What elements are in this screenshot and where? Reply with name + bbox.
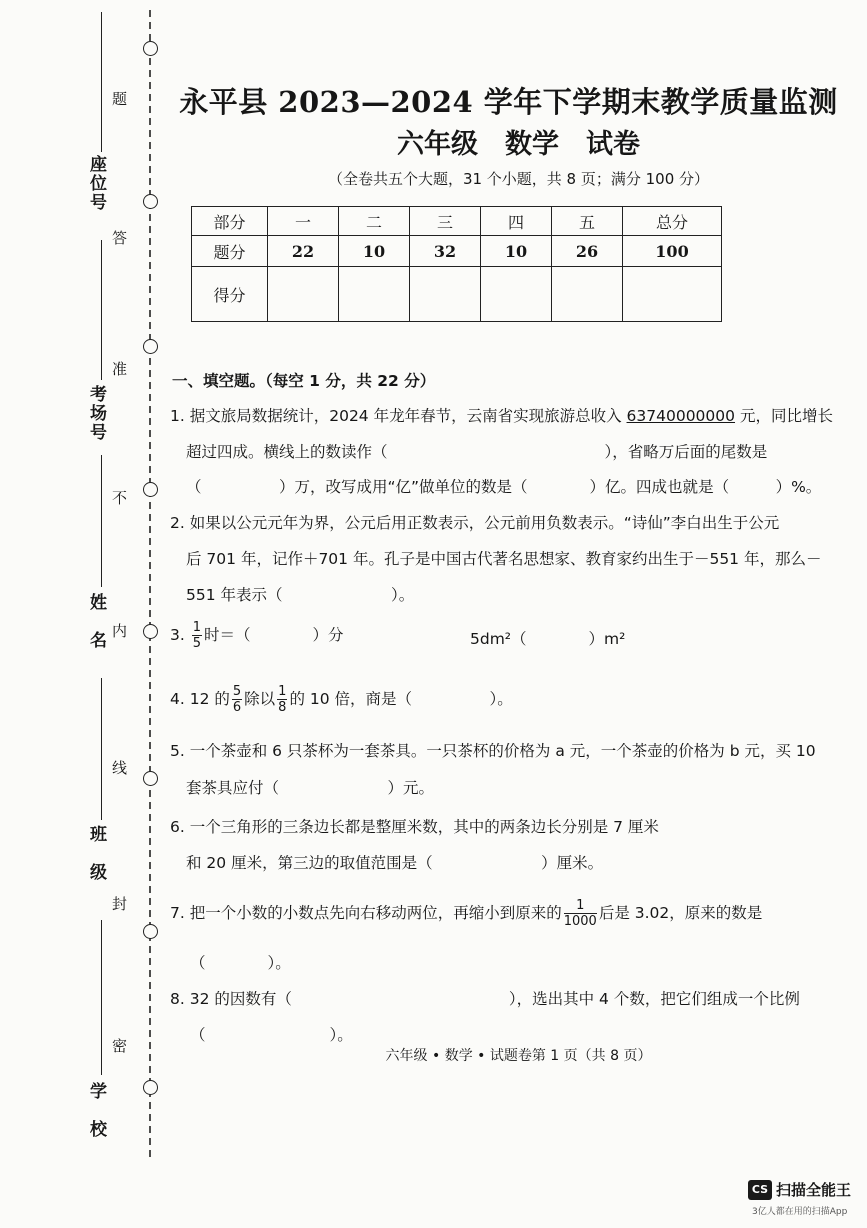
- question-1-line-3: （ ）万，改写成用“亿”做单位的数是（ ）亿。四成也就是（ ）%。: [186, 478, 822, 496]
- question-2-line-3: 551 年表示（ ）。: [186, 586, 415, 604]
- binding-hole: [143, 41, 158, 56]
- scanner-logo-icon: CS: [748, 1180, 772, 1200]
- seal-char: 不: [112, 489, 128, 507]
- part-cell: 二: [339, 207, 410, 236]
- school-label: 学 校: [86, 1082, 106, 1139]
- seal-char: 内: [112, 622, 128, 640]
- question-3-part-b: 5dm²（ ）m²: [470, 630, 626, 648]
- school-line[interactable]: [101, 920, 102, 1075]
- binding-hole: [143, 194, 158, 209]
- points-cell: 10: [339, 236, 410, 267]
- page-footer: 六年级 • 数学 • 试题卷第 1 页（共 8 页）: [385, 1048, 652, 1064]
- question-number: 3.: [170, 626, 190, 644]
- score-entry-cell[interactable]: [481, 267, 552, 322]
- binding-hole: [143, 624, 158, 639]
- cut-line: [145, 10, 157, 1160]
- numerator: 5: [232, 684, 242, 699]
- question-text: 后是 3.02，原来的数是: [598, 904, 763, 922]
- part-cell: 四: [481, 207, 552, 236]
- question-8-line-2: （ ）。: [190, 1026, 353, 1044]
- part-cell: 三: [410, 207, 481, 236]
- table-row: [192, 236, 722, 267]
- question-text: 4. 12 的: [170, 690, 230, 708]
- question-5-line-2: 套茶具应付（ ）元。: [186, 779, 435, 797]
- score-entry-cell[interactable]: [339, 267, 410, 322]
- name-line[interactable]: [101, 455, 102, 587]
- seal-char: 线: [112, 759, 128, 777]
- question-4: [170, 684, 513, 715]
- fraction: [232, 684, 242, 715]
- question-text: 时＝（ ）分: [204, 626, 344, 644]
- fraction: [192, 620, 202, 651]
- class-line[interactable]: [101, 678, 102, 820]
- score-table: [191, 206, 722, 322]
- seat-number-line[interactable]: [101, 12, 102, 152]
- seal-char: 题: [112, 90, 128, 108]
- points-cell: 26: [552, 236, 623, 267]
- question-text: 1. 据文旅局数据统计，2024 年龙年春节，云南省实现旅游总收入: [170, 407, 627, 425]
- part-cell: 五: [552, 207, 623, 236]
- question-text: 的 10 倍，商是（ ）。: [289, 690, 513, 708]
- score-entry-cell[interactable]: [410, 267, 481, 322]
- question-7-line-1: [170, 898, 762, 929]
- table-row: [192, 267, 722, 322]
- seal-char: 封: [112, 895, 128, 913]
- part-cell: 一: [268, 207, 339, 236]
- denominator: 6: [232, 700, 242, 715]
- question-6-line-2: 和 20 厘米，第三边的取值范围是（ ）厘米。: [186, 854, 604, 872]
- name-label: 姓 名: [86, 593, 106, 650]
- row-label: 部分: [192, 207, 268, 236]
- question-2-line-2: 后 701 年，记作＋701 年。孔子是中国古代著名思想家、教育家约出生于－551 年，那么－: [186, 550, 822, 568]
- question-1-line-2: 超过四成。横线上的数读作（ ），省略万后面的尾数是: [186, 443, 768, 461]
- seat-number-label: 座位号: [86, 155, 106, 212]
- score-entry-cell[interactable]: [552, 267, 623, 322]
- binding-hole: [143, 339, 158, 354]
- score-entry-cell[interactable]: [623, 267, 722, 322]
- exam-title: 永平县 2023—2024 学年下学期末教学质量监测: [179, 85, 838, 119]
- underlined-number: 63740000000: [626, 407, 736, 425]
- seal-char: 答: [112, 229, 128, 247]
- fraction: [277, 684, 287, 715]
- exam-note: （全卷共五个大题，31 个小题，共 8 页；满分 100 分）: [327, 170, 710, 188]
- question-6-line-1: 6. 一个三角形的三条边长都是整厘米数，其中的两条边长分别是 7 厘米: [170, 818, 659, 836]
- denominator: 8: [278, 700, 287, 715]
- question-text: 元，同比增长: [735, 407, 833, 425]
- seal-char: 准: [112, 360, 128, 378]
- table-row: [192, 207, 722, 236]
- numerator: 1: [192, 620, 201, 635]
- denominator: 1000: [563, 914, 597, 929]
- section-heading: 一、填空题。（每空 1 分，共 22 分）: [172, 372, 436, 390]
- exam-room-line[interactable]: [101, 240, 102, 380]
- score-entry-cell[interactable]: [268, 267, 339, 322]
- question-1-line-1: [170, 404, 833, 426]
- binding-hole: [143, 482, 158, 497]
- points-cell: 22: [268, 236, 339, 267]
- scanner-app-name: 扫描全能王: [776, 1181, 852, 1199]
- question-3: [170, 620, 344, 651]
- seal-char: 密: [112, 1037, 128, 1055]
- binding-hole: [143, 924, 158, 939]
- part-cell: 总分: [623, 207, 722, 236]
- row-label: 得分: [192, 267, 268, 322]
- fraction: [564, 898, 597, 929]
- question-2-line-1: 2. 如果以公元元年为界，公元后用正数表示，公元前用负数表示。“诗仙”李白出生于公元: [170, 514, 780, 532]
- question-text: 7. 把一个小数的小数点先向右移动两位，再缩小到原来的: [170, 904, 562, 922]
- numerator: 1: [278, 684, 287, 699]
- points-cell: 100: [623, 236, 722, 267]
- exam-room-label: 考场号: [86, 385, 106, 442]
- question-5-line-1: 5. 一个茶壶和 6 只茶杯为一套茶具。一只茶杯的价格为 a 元，一个茶壶的价格为 b 元，买 10: [170, 742, 816, 760]
- binding-hole: [143, 1080, 158, 1095]
- scanner-tagline: 3亿人都在用的扫描App: [752, 1207, 848, 1217]
- exam-subtitle: 六年级 数学 试卷: [397, 129, 640, 160]
- points-cell: 10: [481, 236, 552, 267]
- points-cell: 32: [410, 236, 481, 267]
- denominator: 5: [192, 636, 201, 651]
- question-7-line-2: （ ）。: [190, 954, 291, 972]
- row-label: 题分: [192, 236, 268, 267]
- question-8-line-1: 8. 32 的因数有（ ），选出其中 4 个数，把它们组成一个比例: [170, 990, 800, 1008]
- binding-hole: [143, 771, 158, 786]
- numerator: 1: [564, 898, 597, 914]
- class-label: 班 级: [86, 825, 106, 882]
- question-text: 除以: [244, 690, 276, 708]
